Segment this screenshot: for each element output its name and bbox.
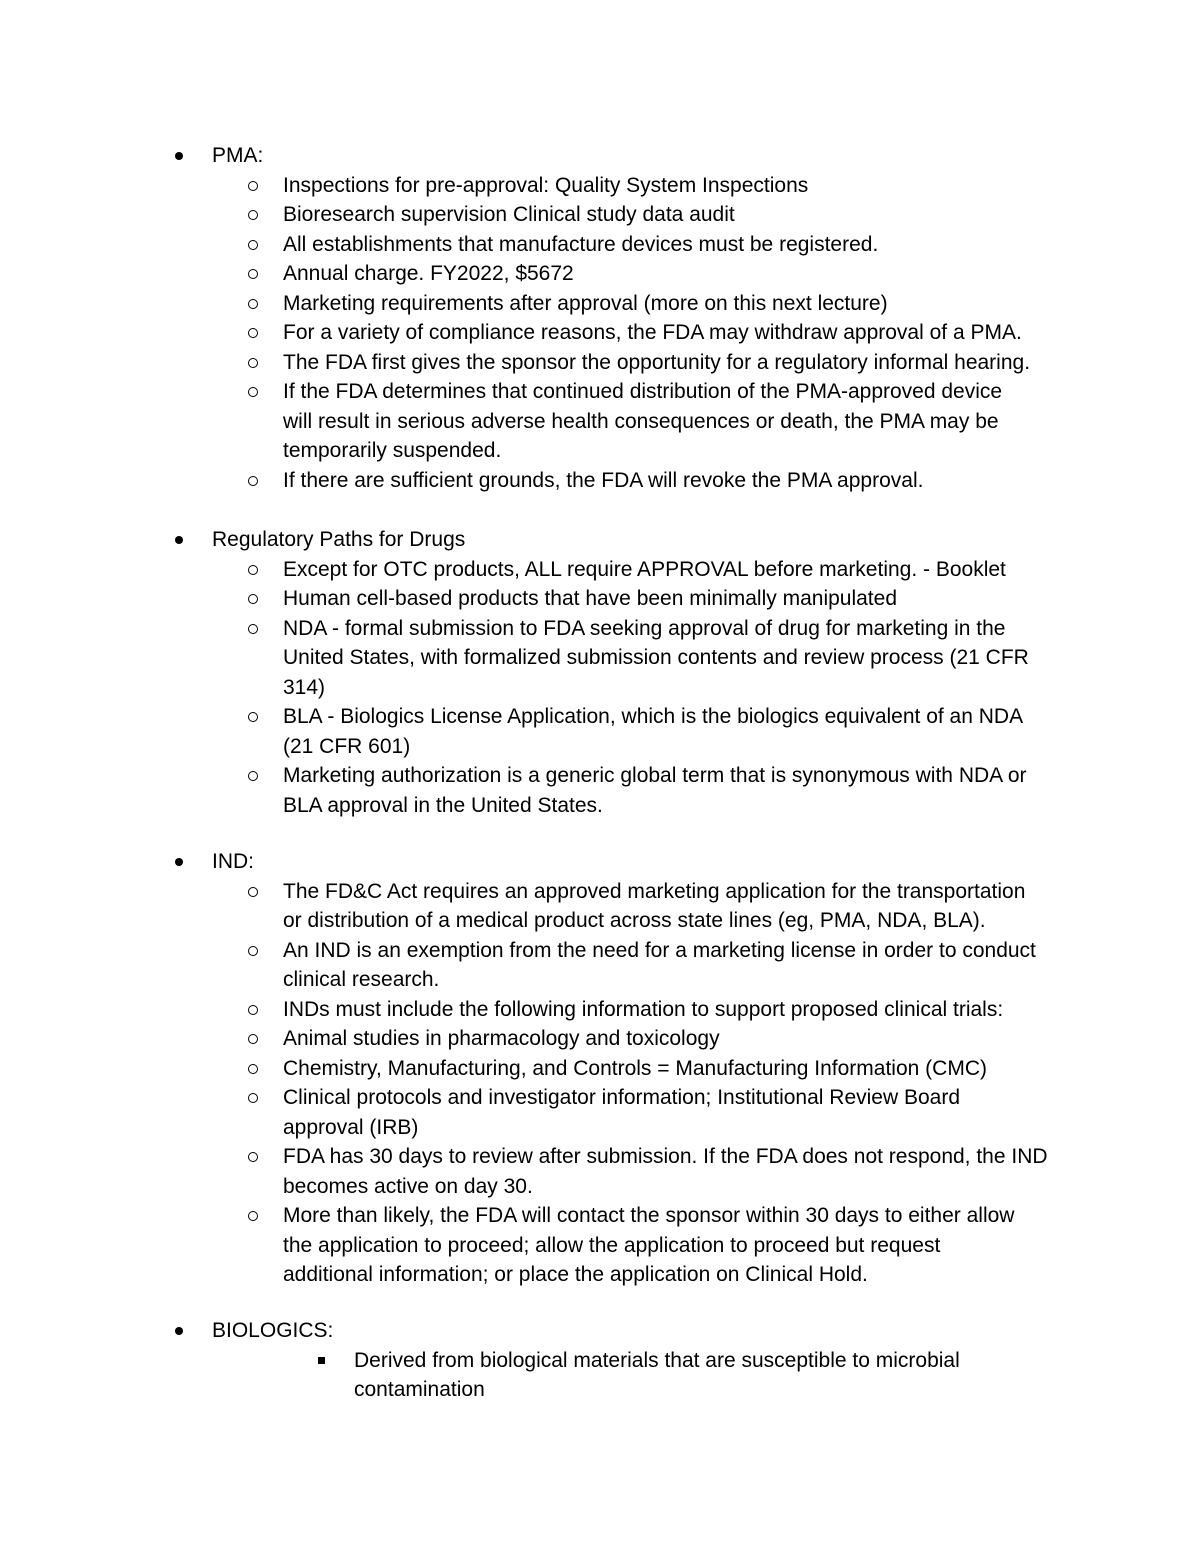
hollow-circle-bullet-icon <box>248 594 258 604</box>
text-line: Clinical protocols and investigator information; Institutional Review Board <box>283 1086 961 1109</box>
text-line: Regulatory Paths for Drugs <box>212 528 466 551</box>
text-line: If there are sufficient grounds, the FDA will revoke the PMA approval. <box>283 468 924 492</box>
hollow-circle-bullet-icon <box>248 181 258 191</box>
hollow-circle-bullet-icon <box>248 269 258 279</box>
text-line: NDA - formal submission to FDA seeking approval of drug for marketing in the <box>283 616 1006 640</box>
text-line: temporarily suspended. <box>283 439 502 462</box>
text-line: or distribution of a medical product across state lines (eg, PMA, NDA, BLA). <box>283 909 986 932</box>
hollow-circle-bullet-icon <box>248 299 258 309</box>
text-line: BIOLOGICS: <box>212 1319 334 1342</box>
hollow-circle-bullet-icon <box>248 210 258 220</box>
hollow-circle-bullet-icon <box>248 887 258 897</box>
hollow-circle-bullet-icon <box>248 1034 258 1044</box>
text-line: Inspections for pre-approval: Quality System Inspections <box>283 173 809 197</box>
hollow-circle-bullet-icon <box>248 1005 258 1015</box>
square-bullet-icon <box>318 1357 325 1364</box>
text-line: More than likely, the FDA will contact the sponsor within 30 days to either allow <box>283 1204 1015 1227</box>
section-bullet-icon <box>175 536 183 544</box>
text-line: PMA: <box>212 144 264 167</box>
hollow-circle-bullet-icon <box>248 476 258 486</box>
hollow-circle-bullet-icon <box>248 624 258 634</box>
text-line: contamination <box>354 1378 485 1401</box>
text-line: The FDA first gives the sponsor the opportunity for a regulatory informal hearing. <box>283 350 1031 374</box>
text-line: will result in serious adverse health consequences or death, the PMA may be <box>283 409 999 433</box>
section-bullet-icon <box>175 152 183 160</box>
hollow-circle-bullet-icon <box>248 712 258 722</box>
hollow-circle-bullet-icon <box>248 1093 258 1103</box>
hollow-circle-bullet-icon <box>248 240 258 250</box>
text-line: approval (IRB) <box>283 1115 419 1139</box>
text-line: 314) <box>283 675 326 699</box>
text-line: Except for OTC products, ALL require APPROVAL before marketing. - Booklet <box>283 557 1006 581</box>
text-line: If the FDA determines that continued distribution of the PMA-approved device <box>283 380 1003 403</box>
hollow-circle-bullet-icon <box>248 1152 258 1162</box>
text-line: clinical research. <box>283 968 440 991</box>
hollow-circle-bullet-icon <box>248 565 258 575</box>
text-line: United States, with formalized submission contents and review process (21 CFR <box>283 646 1029 669</box>
hollow-circle-bullet-icon <box>248 946 258 956</box>
text-line: Animal studies in pharmacology and toxicology <box>283 1027 720 1050</box>
text-line: For a variety of compliance reasons, the FDA may withdraw approval of a PMA. <box>283 321 1022 344</box>
text-line: becomes active on day 30. <box>283 1174 533 1198</box>
section-bullet-icon <box>175 1327 183 1335</box>
text-line: Bioresearch supervision Clinical study data audit <box>283 203 735 226</box>
hollow-circle-bullet-icon <box>248 771 258 781</box>
hollow-circle-bullet-icon <box>248 1064 258 1074</box>
text-line: the application to proceed; allow the application to proceed but request <box>283 1233 941 1257</box>
text-line: Marketing requirements after approval (more on this next lecture) <box>283 291 888 315</box>
text-line: BLA approval in the United States. <box>283 793 603 817</box>
hollow-circle-bullet-icon <box>248 328 258 338</box>
hollow-circle-bullet-icon <box>248 1211 258 1221</box>
text-line: FDA has 30 days to review after submission. If the FDA does not respond, the IND <box>283 1145 1048 1168</box>
text-line: Annual charge. FY2022, $5672 <box>283 262 574 285</box>
text-line: additional information; or place the application on Clinical Hold. <box>283 1263 868 1286</box>
text-line: Human cell-based products that have been minimally manipulated <box>283 587 898 610</box>
hollow-circle-bullet-icon <box>248 358 258 368</box>
text-line: BLA - Biologics License Application, which is the biologics equivalent of an NDA <box>283 705 1024 728</box>
text-line: Derived from biological materials that are susceptible to microbial <box>354 1348 960 1372</box>
text-line: INDs must include the following information to support proposed clinical trials: <box>283 997 1004 1021</box>
text-line: Chemistry, Manufacturing, and Controls = Manufacturing Information (CMC) <box>283 1056 987 1080</box>
text-line: Marketing authorization is a generic global term that is synonymous with NDA or <box>283 764 1027 787</box>
text-line: The FD&C Act requires an approved marketing application for the transportation <box>283 879 1026 903</box>
text-line: All establishments that manufacture devices must be registered. <box>283 232 879 256</box>
text-line: (21 CFR 601) <box>283 734 411 758</box>
text-line: IND: <box>212 850 254 873</box>
section-bullet-icon <box>175 858 183 866</box>
text-line: An IND is an exemption from the need for a marketing license in order to conduct <box>283 938 1036 962</box>
hollow-circle-bullet-icon <box>248 387 258 397</box>
